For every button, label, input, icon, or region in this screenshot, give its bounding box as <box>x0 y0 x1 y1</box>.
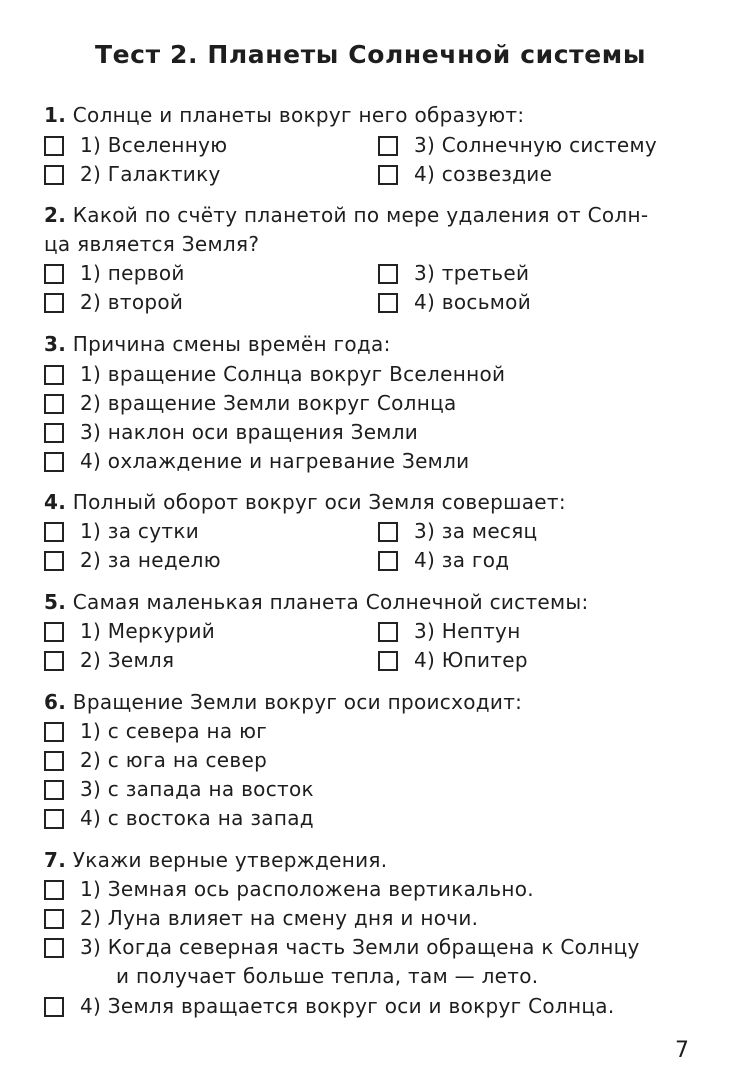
option-1-1[interactable] <box>44 131 227 160</box>
option-label: 2) Земля <box>80 648 175 672</box>
option-4-3[interactable] <box>378 517 537 546</box>
option-5-2[interactable] <box>44 646 174 675</box>
option-label: 4) охлаждение и нагревание Земли <box>80 449 470 473</box>
option-label: 4) восьмой <box>414 290 532 314</box>
page-number: 7 <box>675 1038 689 1063</box>
question-number: 6. <box>44 690 67 714</box>
question-text: Укажи верные утверждения. <box>72 848 388 872</box>
question-5 <box>44 588 694 617</box>
question-4 <box>44 488 694 517</box>
answer-checkbox[interactable] <box>378 622 398 642</box>
answer-checkbox[interactable] <box>44 780 64 800</box>
answer-checkbox[interactable] <box>44 751 64 771</box>
question-3 <box>44 330 694 359</box>
option-4-2[interactable] <box>44 546 221 575</box>
answer-checkbox[interactable] <box>44 365 64 385</box>
question-text: Самая маленькая планета Солнечной системы: <box>72 590 589 614</box>
option-label: 1) вращение Солнца вокруг Вселенной <box>80 362 506 386</box>
option-label: 2) вращение Земли вокруг Солнца <box>80 391 457 415</box>
answer-checkbox[interactable] <box>44 165 64 185</box>
option-7-1[interactable] <box>44 875 534 904</box>
option-7-3-continuation: и получает больше тепла, там — лето. <box>116 964 539 988</box>
option-7-3[interactable] <box>44 933 640 962</box>
answer-checkbox[interactable] <box>378 651 398 671</box>
answer-checkbox[interactable] <box>378 136 398 156</box>
option-5-1[interactable] <box>44 617 215 646</box>
answer-checkbox[interactable] <box>44 551 64 571</box>
option-1-4[interactable] <box>378 160 552 189</box>
option-label: 3) третьей <box>414 261 530 285</box>
answer-checkbox[interactable] <box>378 264 398 284</box>
option-6-3[interactable] <box>44 775 314 804</box>
answer-checkbox[interactable] <box>44 264 64 284</box>
option-label: 3) Солнечную систему <box>414 133 658 157</box>
question-1 <box>44 101 694 130</box>
option-3-3[interactable] <box>44 418 418 447</box>
question-text: Причина смены времён года: <box>72 332 391 356</box>
answer-checkbox[interactable] <box>44 394 64 414</box>
option-label: 2) второй <box>80 290 184 314</box>
option-4-1[interactable] <box>44 517 199 546</box>
question-text: Вращение Земли вокруг оси происходит: <box>72 690 523 714</box>
option-1-2[interactable] <box>44 160 221 189</box>
question-2 <box>44 201 694 259</box>
option-label: 2) за неделю <box>80 548 221 572</box>
option-label: 1) Вселенную <box>80 133 228 157</box>
page-title: Тест 2. Планеты Солнечной системы <box>94 40 647 69</box>
question-text: Солнце и планеты вокруг него образуют: <box>72 103 525 127</box>
option-label: 4) Земля вращается вокруг оси и вокруг Солнца. <box>80 994 615 1018</box>
option-label: 1) за сутки <box>80 519 199 543</box>
option-label: 1) с севера на юг <box>80 719 268 743</box>
question-number: 2. <box>44 203 67 227</box>
answer-checkbox[interactable] <box>44 136 64 156</box>
option-6-4[interactable] <box>44 804 314 833</box>
answer-checkbox[interactable] <box>44 452 64 472</box>
option-label: 3) наклон оси вращения Земли <box>80 420 419 444</box>
answer-checkbox[interactable] <box>44 651 64 671</box>
option-label: 3) Нептун <box>414 619 521 643</box>
option-label: 4) с востока на запад <box>80 806 314 830</box>
option-label: 3) за месяц <box>414 519 538 543</box>
answer-checkbox[interactable] <box>44 997 64 1017</box>
option-label: 2) Галактику <box>80 162 221 186</box>
option-6-1[interactable] <box>44 717 267 746</box>
question-text-line1: Какой по счёту планетой по мере удаления от Солн- <box>72 203 649 227</box>
answer-checkbox[interactable] <box>378 522 398 542</box>
answer-checkbox[interactable] <box>378 293 398 313</box>
option-5-4[interactable] <box>378 646 528 675</box>
option-label: 1) Земная ось расположена вертикально. <box>80 877 534 901</box>
question-number: 1. <box>44 103 67 127</box>
option-3-2[interactable] <box>44 389 457 418</box>
option-label: 4) за год <box>414 548 510 572</box>
option-label: 3) Когда северная часть Земли обращена к Солнцу <box>80 935 640 959</box>
option-4-4[interactable] <box>378 546 509 575</box>
option-3-4[interactable] <box>44 447 469 476</box>
answer-checkbox[interactable] <box>44 909 64 929</box>
answer-checkbox[interactable] <box>44 423 64 443</box>
option-2-1[interactable] <box>44 259 185 288</box>
option-label: 1) Меркурий <box>80 619 216 643</box>
option-label: 3) с запада на восток <box>80 777 314 801</box>
question-text-line2: ца является Земля? <box>44 232 260 256</box>
question-6 <box>44 688 694 717</box>
answer-checkbox[interactable] <box>378 165 398 185</box>
question-number: 4. <box>44 490 67 514</box>
option-label: 2) Луна влияет на смену дня и ночи. <box>80 906 479 930</box>
option-label: 4) Юпитер <box>414 648 528 672</box>
option-2-4[interactable] <box>378 288 531 317</box>
option-2-3[interactable] <box>378 259 529 288</box>
option-5-3[interactable] <box>378 617 521 646</box>
question-7 <box>44 846 694 875</box>
answer-checkbox[interactable] <box>44 522 64 542</box>
answer-checkbox[interactable] <box>44 880 64 900</box>
option-3-1[interactable] <box>44 360 505 389</box>
option-label: 2) с юга на север <box>80 748 268 772</box>
option-7-4[interactable] <box>44 992 614 1021</box>
option-label: 4) созвездие <box>414 162 553 186</box>
answer-checkbox[interactable] <box>44 809 64 829</box>
answer-checkbox[interactable] <box>44 622 64 642</box>
option-label: 1) первой <box>80 261 185 285</box>
option-1-3[interactable] <box>378 131 657 160</box>
question-number: 7. <box>44 848 67 872</box>
option-2-2[interactable] <box>44 288 183 317</box>
question-text: Полный оборот вокруг оси Земля совершает: <box>72 490 566 514</box>
answer-checkbox[interactable] <box>378 551 398 571</box>
option-6-2[interactable] <box>44 746 267 775</box>
answer-checkbox[interactable] <box>44 293 64 313</box>
answer-checkbox[interactable] <box>44 722 64 742</box>
answer-checkbox[interactable] <box>44 938 64 958</box>
option-7-2[interactable] <box>44 904 478 933</box>
question-number: 3. <box>44 332 67 356</box>
question-number: 5. <box>44 590 67 614</box>
